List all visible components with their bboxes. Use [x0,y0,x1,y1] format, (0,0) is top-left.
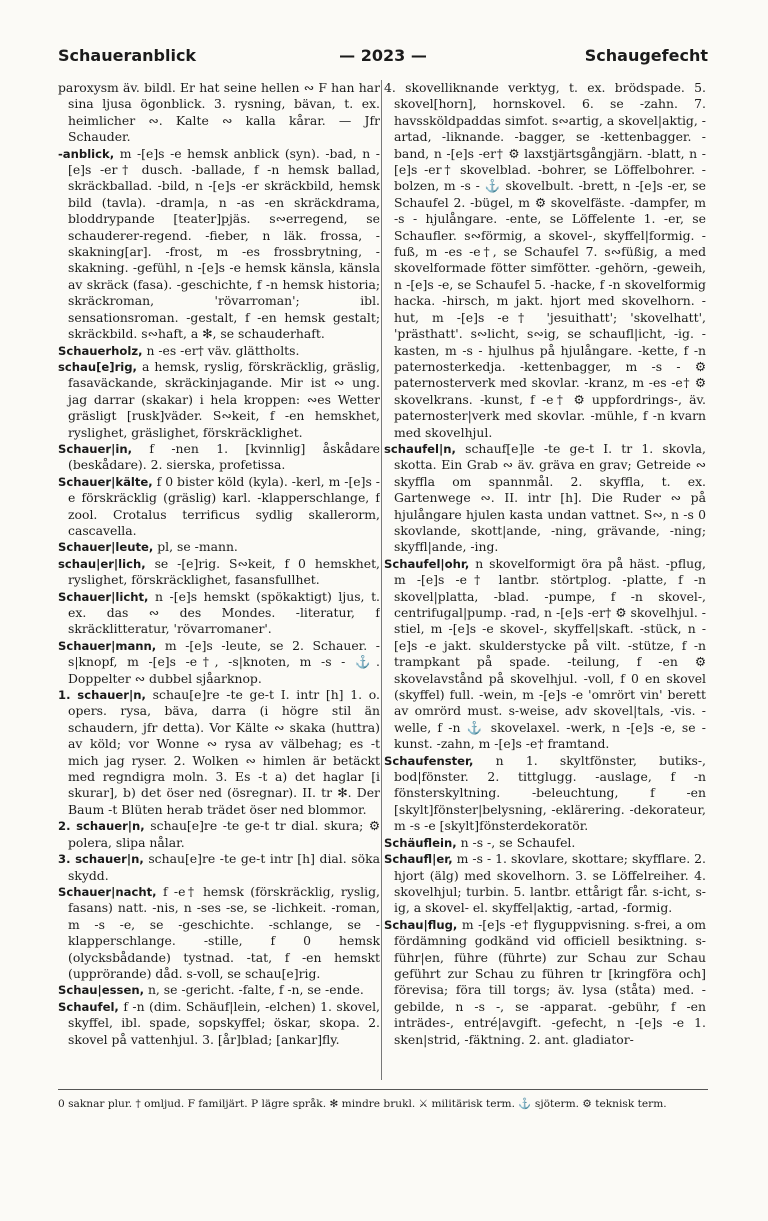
entry-headword: 3. schauer|n, [58,852,144,867]
entry [58,343,380,359]
entry-headword: Schaufel|ohr, [384,556,470,571]
entry-body: m -s - 1. skovlare, skottare; skyfflare. 2. hjort (älg) med skovelhorn. 3. se Löffelreiher. 4. skovelhjul; turbin. 5. lantbr. ettårigt får. s-icht, s-ig, a skovel- el. skyffel|aktig, -artad, -formig. [394,851,706,916]
entry-headword: schaufel|n, [384,441,456,456]
entry-body: f -e† hemsk (förskräcklig, ryslig, fasans) natt. -nis, n -ses -se, se -lichkeit. -roman, m -s -e, se -geschichte. -schlange, se -klapperschlange. -stille, f 0 hemsk (olycksbådande) tystnad. -tat, f -en hemskt (upprörande) dåd. s-voll, se schau[e]rig. [68,883,380,981]
entry-headword: schau|er|lich, [58,556,146,571]
entry [384,556,706,753]
entry-headword: 2. schauer|n, [58,819,145,834]
entry-body: m -[e]s -leute, se 2. Schauer. -s|knopf, m -[e]s -e†, -s|knoten, m -s - ⚓. Doppelter ∾ dubbel sjåarknop. [68,637,380,686]
entry [58,687,380,818]
entry [384,753,706,835]
entry-headword: Schauerholz, [58,343,143,358]
entry [384,851,706,917]
entry-body: n, se -gericht. -falte, f -n, se -ende. [147,982,364,998]
entry-headword: Schaufel, [58,999,119,1014]
entry-body: f -nen 1. [kvinnlig] åskådare (beskådare). 2. sierska, profetissa. [68,440,380,473]
entry [58,589,380,638]
entry-headword: Schauer|in, [58,441,133,456]
right-column [384,80,706,1080]
footer-rule [58,1089,708,1090]
entry-body: n -es -er† väv. glättholts. [146,342,300,358]
entry-body: n skovelformigt öra på häst. -pflug, m -[e]s -e† lantbr. störtplog. -platte, f -n skovel|platta, -blad. -pumpe, f -n skovel-, centrifugal|pump. -rad, n -[e]s -er† ⚙ skovelhjul. -stiel, m -[e]s -e skovel-, skyffel|skaft. -stück, n -[e]s -e jakt. skulderstycke på vilt. -stütze, f -n trampkant på spade. -teilung, f -en ⚙ skovelavstånd på skovelhjul. -voll, f 0 en skovel (skyffel) full. -wein, m -[e]s -e 'omrört vin' berett av omrörd must. s-weise, adv skovel|tals, -vis. -welle, f -n ⚓ skovelaxel. -werk, n -[e]s -e, se -kunst. -zahn, m -[e]s -e† framtand. [394,555,706,752]
entry-headword: Schau|essen, [58,983,144,998]
entry [58,851,380,884]
entry-headword: schau[e]rig, [58,359,137,374]
entry-headword: -anblick, [58,146,115,161]
entry [58,146,380,343]
entry [58,638,380,687]
entry-body: schau[e]re -te ge-t I. intr [h] 1. o. opers. rysa, bäva, darra (i högre stil än schaudern, jfr detta). Vor Kälte ∾ skaka (huttra) av köld; vor Wonne ∾ rysa av välbehag; es -t mich jag ryser. 2. Wolken ∾ himlen är betäckt med regndigra moln. 3. Es -t a) det haglar [i skurar], b) det öser ned (ösregnar). II. tr ✻. Der Baum -t Blüten herab trädet öser ned blommor. [68,687,380,817]
entry-body: n 1. skyltfönster, butiks-, bod|fönster. 2. tittglugg. -auslage, f -n fönsterskyltning. -beleuchtung, f -en [skylt]fönster|belysning, -eklärering. -dekorateur, m -s -e [skylt]fönsterdekoratör. [394,752,706,834]
entry-body: pl, se -mann. [157,539,238,555]
entry [58,556,380,589]
entry-body: f 0 bister köld (kyla). -kerl, m -[e]s -e förskräcklig (gräslig) karl. -klapperschlange, f zool. Crotalus terrificus sydlig skallerorm, cascavella. [68,473,380,538]
header-last-entry: Schaugefecht [584,46,708,65]
entry-body: schauf[e]le -te ge-t I. tr 1. skovla, skotta. Ein Grab ∾ äv. gräva en grav; Getreide ∾ skyffla om spannmål. 2. skyffla, t. ex. Gartenwege ∾. II. intr [h]. Die Ruder ∾ på hjulångare hjulen kasta undan vattnet. S∾, n -s 0 skovlande, skott|ande, -ning, grävande, -ning; skyffl|ande, -ing. [394,440,706,555]
entry [58,441,380,474]
column-divider [381,80,382,1080]
entry [58,474,380,540]
left-column [58,80,380,1080]
entry-body: schau[e]re -te ge-t tr dial. skura; ⚙ polera, slipa nålar. [68,818,380,850]
entry-body: n -s -, se Schaufel. [460,834,576,850]
entry-headword: 1. schauer|n, [58,688,146,703]
entry-body: m -[e]s -e hemsk anblick (syn). -bad, n -[e]s -er† dusch. -ballade, f -n hemsk ballad, skräckballad. -bild, n -[e]s -er skräckbild, hemsk bild (tavla). -dram|a, n -as -en skräckdrama, bloddrypande [teater]pjäs. s∾erregend, se schauderer-regend. -fieber, n läk. frossa, -skakning[ar]. -frost, m -es frossbrytning, -skakning. -gefühl, n -[e]s -e hemsk känsla, känsla av skräck (fasa). -geschichte, f -n hemsk historia; skräckroman, 'rövarroman'; ibl. sensationsroman. -gestalt, f -en hemsk gestalt; skräckbild. s∾haft, a ✻, se schauderhaft. [68,145,380,342]
abbreviation-legend: 0 saknar plur. † omljud. F familjärt. P lägre språk. ✻ mindre brukl. ⚔ militärisk term. ⚓ sjöterm. ⚙ teknisk term. [58,1098,667,1110]
entry [384,917,706,1048]
entry [58,539,380,555]
entry-body: n -[e]s hemskt (spökaktigt) ljus, t. ex. das ∾ des Mondes. -literatur, f skräcklitteratur, 'rövarromaner'. [68,588,380,637]
entry-headword: Schauer|mann, [58,638,157,653]
entry-headword: Schauer|nacht, [58,884,157,899]
entry [58,818,380,851]
entry-headword: Schauer|leute, [58,540,154,555]
entry [384,835,706,851]
entry [384,80,706,441]
entry [58,884,380,982]
entry-headword: Schauer|kälte, [58,474,153,489]
entry-headword: Schaufl|er, [384,852,453,867]
header-first-entry: Schaueranblick [58,46,197,65]
entry [58,359,380,441]
entry-body: schau[e]re -te ge-t intr [h] dial. söka skydd. [68,851,380,883]
page-number: — 2023 — [339,46,427,65]
entry [58,999,380,1048]
entry-body: se -[e]rig. S∾keit, f 0 hemskhet, ryslighet, förskräcklighet, fasansfullhet. [68,555,380,588]
entry-body: paroxysm äv. bildl. Er hat seine hellen ∾ F han har sina ljusa ögonblick. 3. rysning, bävan, t. ex. heimlicher ∾. Kalte ∾ kalla kårar. — Jfr Schauder. [58,80,380,145]
entry [384,441,706,556]
entry-body: f -n (dim. Schäuf|lein, -elchen) 1. skovel, skyffel, ibl. spade, sopskyffel; öskar, skopa. 2. skovel på vattenhjul. 3. [år]blad; [ankar]fly. [68,998,380,1047]
entry [58,80,380,146]
entry-headword: Schaufenster, [384,753,474,768]
entry [58,982,380,998]
entry-headword: Schau|flug, [384,917,458,932]
page-header [58,46,708,70]
entry-body: m -[e]s -e† flyguppvisning. s-frei, a om fördämning godkänd vid officiell besiktning. s-führ|en, führe (führte) zur Schau zur Schau geführt zur Schau zu führen tr [kringföra och] förevisa; föra till torgs; äv. lysa (ståta) med. -gebilde, n -s -, se -apparat. -gebühr, f -en inträdes-, entré|avgift. -gefecht, n -[e]s -e 1. sken|strid, -fäktning. 2. ant. gladiator- [394,916,706,1047]
entry-body: 4. skovelliknande verktyg, t. ex. brödspade. 5. skovel[horn], hornskovel. 6. se -zahn. 7. havssköldpaddas simfot. s∾artig, a skovel|aktig, -artad, -liknande. -bagger, se -kettenbagger. -band, n -[e]s -er† ⚙ laxstjärtsgångjärn. -blatt, n -[e]s -er† skovelblad. -bohrer, se Löffelbohrer. -bolzen, m -s - ⚓ skovelbult. -brett, n -[e]s -er, se Schaufel 2. -bügel, m ⚙ skovelfäste. -dampfer, m -s - hjulångare. -ente, se Löffelente 1. -er, se Schaufler. s∾förmig, a skovel-, skyffel|formig. -fuß, m -es -e†, se Schaufel 7. s∾füßig, a med skovelformade fötter simfötter. -gehörn, -geweih, n -[e]s -e, se Schaufel 5. -hacke, f -n skovelformig hacka. -hirsch, m jakt. hjort med skovelhorn. -hut, m -[e]s -e† 'jesuithatt'; 'skovelhatt', 'prästhatt'. s∾licht, s∾ig, se schaufl|icht, -ig. -kasten, m -s - hjulhus på hjulångare. -kette, f -n paternosterkedja. -kettenbagger, m -s - ⚙ paternosterverk med skovlar. -kranz, m -es -e† ⚙ skovelkrans. -kunst, f -e† ⚙ uppfordrings-, äv. paternoster|verk med skovlar. -mühle, f -n kvarn med skovelhjul. [384,80,706,440]
entry-body: a hemsk, ryslig, förskräcklig, gräslig, fasaväckande, skräckinjagande. Mir ist ∾ ung. jag darrar (skakar) i hela kroppen: ∾es Wetter gräsligt [rusk]väder. S∾keit, f -en hemskhet, ryslighet, gräslighet, förskräcklighet. [68,358,380,440]
entry-headword: Schäuflein, [384,835,457,850]
entry-headword: Schauer|licht, [58,589,149,604]
